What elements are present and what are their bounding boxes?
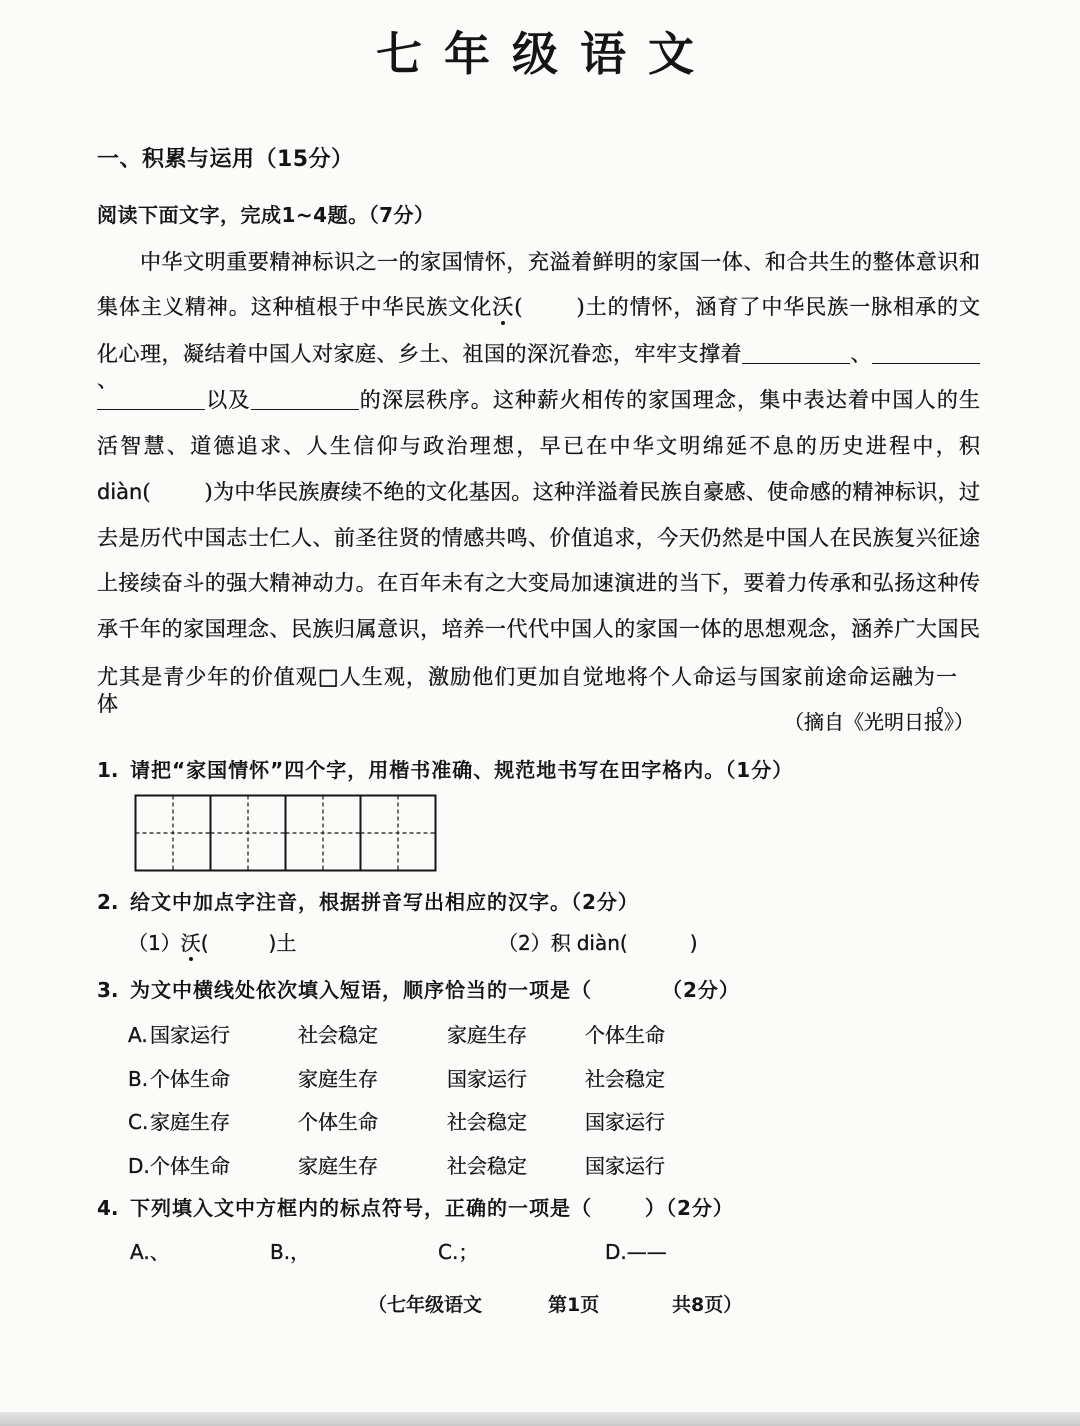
q4-option-c	[438, 1239, 478, 1265]
sub-item-label: （2）	[498, 931, 551, 955]
option-item: 国家运行	[585, 1154, 665, 1178]
question-score: ）（2分）	[645, 1196, 734, 1220]
pinyin: diàn	[576, 931, 620, 955]
q3-option-b	[128, 1066, 688, 1092]
paren-open: (	[142, 480, 151, 504]
page-title: 七年级语文	[376, 27, 716, 81]
option-label: A.	[128, 1023, 148, 1047]
passage-line-4	[97, 387, 980, 413]
option-label: D.	[128, 1154, 150, 1178]
question-text: 下列填入文中方框内的标点符号，正确的一项是（	[130, 1196, 592, 1220]
option-item: 社会稳定	[447, 1154, 527, 1178]
question-text: 给文中加点字注音，根据拼音写出相应的汉字。（2分）	[130, 890, 639, 914]
q4-option-b	[270, 1239, 310, 1265]
fill-blank	[251, 391, 359, 410]
option-item: 个体生命	[585, 1023, 665, 1047]
tianzige-cell	[361, 796, 436, 871]
pinyin: diàn	[97, 480, 143, 504]
passage-line-9: 承千年的家国理念、民族归属意识，培养一代代中国人的家国一体的思想观念，涵养广大国民	[97, 617, 980, 641]
dotted-character: 沃	[492, 295, 515, 319]
paren-close: )	[689, 931, 698, 955]
option-label: B.	[128, 1067, 149, 1091]
q3-option-d	[128, 1153, 688, 1179]
footer-subject: （七年级语文	[368, 1294, 483, 1316]
option-item: 家庭生存	[150, 1110, 230, 1134]
dotted-character: 沃	[180, 931, 201, 955]
question-text: 为文中横线处依次填入短语，顺序恰当的一项是（	[130, 978, 592, 1002]
question-1	[97, 757, 793, 783]
option-item: 家庭生存	[298, 1154, 378, 1178]
question-number: 1.	[97, 758, 119, 782]
q4-option-d	[605, 1239, 667, 1265]
punctuation-box: □	[317, 665, 340, 690]
fill-blank	[742, 345, 850, 364]
passage-text: 以及	[205, 388, 251, 412]
option-label: D.	[605, 1240, 627, 1264]
tianzige-cell	[211, 796, 286, 871]
option-item: 个体生命	[150, 1154, 230, 1178]
passage-line-5: 活智慧、道德追求、人生信仰与政治理想，早已在中华文明绵延不息的历史进程中，积	[97, 434, 980, 458]
question-text: 请把“家国情怀”四个字，用楷书准确、规范地书写在田字格内。（1分）	[130, 758, 794, 782]
reading-instruction: 阅读下面文字，完成1~4题。（7分）	[97, 203, 435, 227]
passage-line-8: 上接续奋斗的强大精神动力。在百年未有之大变局加速演进的当下，要着力传承和弘扬这种传	[97, 571, 980, 595]
q3-option-c	[128, 1109, 688, 1135]
option-label: C.	[438, 1240, 459, 1264]
option-value: ——	[626, 1240, 667, 1264]
question-number: 2.	[97, 890, 119, 914]
sub-item-char: 积	[550, 931, 571, 955]
paren-open: (	[200, 931, 209, 955]
option-item: 家庭生存	[298, 1067, 378, 1091]
footer-page-total: 共8页）	[672, 1294, 743, 1316]
separator: 、	[850, 342, 872, 366]
question-2	[97, 889, 639, 915]
option-label: B.	[270, 1240, 291, 1264]
question-score: （2分）	[662, 978, 740, 1002]
option-value: ；	[458, 1240, 479, 1264]
paren-open: (	[514, 295, 523, 319]
passage-line-7: 去是历代中国志士仁人、前圣往贤的情感共鸣、价值追求，今天仍然是中国人在民族复兴征途	[97, 526, 980, 550]
section-heading: 一、积累与运用（15分）	[97, 147, 354, 172]
tianzige-cell	[136, 796, 211, 871]
q2-sub-item-1	[128, 930, 296, 956]
passage-text: 人生观，激励他们更加自觉地将个人命运与国家前途命运融为一体。	[97, 665, 957, 716]
sub-item-text: 土	[276, 931, 297, 955]
option-item: 社会稳定	[585, 1067, 665, 1091]
option-item: 家庭生存	[447, 1023, 527, 1047]
passage-source: （摘自《光明日报》）	[784, 710, 974, 734]
separator: 、	[97, 368, 118, 392]
option-item: 社会稳定	[298, 1023, 378, 1047]
option-item: 个体生命	[298, 1110, 378, 1134]
paren-open: (	[619, 931, 628, 955]
question-number: 3.	[97, 978, 119, 1002]
option-item: 国家运行	[447, 1067, 527, 1091]
question-4	[97, 1195, 592, 1221]
option-item: 国家运行	[585, 1110, 665, 1134]
question-number: 4.	[97, 1196, 119, 1220]
passage-text: 为中华民族赓续不绝的文化基因。这种洋溢着民族自豪感、使命感的精神标识，过	[212, 480, 980, 504]
option-item: 社会稳定	[447, 1110, 527, 1134]
passage-text: 尤其是青少年的价值观	[97, 665, 318, 689]
paren-close: )	[268, 931, 277, 955]
option-value: 、	[149, 1240, 170, 1264]
passage-text: 化心理，凝结着中国人对家庭、乡土、祖国的深沉眷恋，牢牢支撑着	[97, 342, 742, 366]
passage-text: 土的情怀，涵育了中华民族一脉相承的文	[584, 295, 981, 319]
fill-blank	[872, 345, 980, 364]
tianzige-cell	[286, 796, 361, 871]
question-3	[97, 977, 592, 1003]
fill-blank	[97, 391, 205, 410]
option-label: C.	[128, 1110, 149, 1134]
passage-line-3	[97, 341, 980, 393]
option-value: ，	[290, 1240, 311, 1264]
option-item: 国家运行	[150, 1023, 230, 1047]
footer-page-number: 第1页	[548, 1294, 600, 1316]
passage-text: 的深层秩序。这种薪火相传的家国理念，集中表达着中国人的生	[358, 388, 981, 412]
option-label: A.	[130, 1240, 150, 1264]
paren-close: )	[204, 480, 213, 504]
passage-line-6	[97, 479, 980, 505]
q3-option-a	[128, 1022, 688, 1048]
scan-edge	[0, 1412, 1080, 1426]
option-item: 个体生命	[150, 1067, 230, 1091]
passage-text: 集体主义精神。这种植根于中华民族文化	[97, 295, 493, 319]
paren-close: )	[576, 295, 585, 319]
passage-line-2	[97, 294, 980, 320]
sub-item-label: （1）	[128, 931, 181, 955]
tianzige-grid	[134, 794, 438, 873]
q4-option-a	[130, 1239, 170, 1265]
passage-line-1: 中华文明重要精神标识之一的家国情怀，充溢着鲜明的家国一体、和合共生的整体意识和	[140, 250, 980, 274]
q2-sub-item-2	[498, 930, 698, 956]
